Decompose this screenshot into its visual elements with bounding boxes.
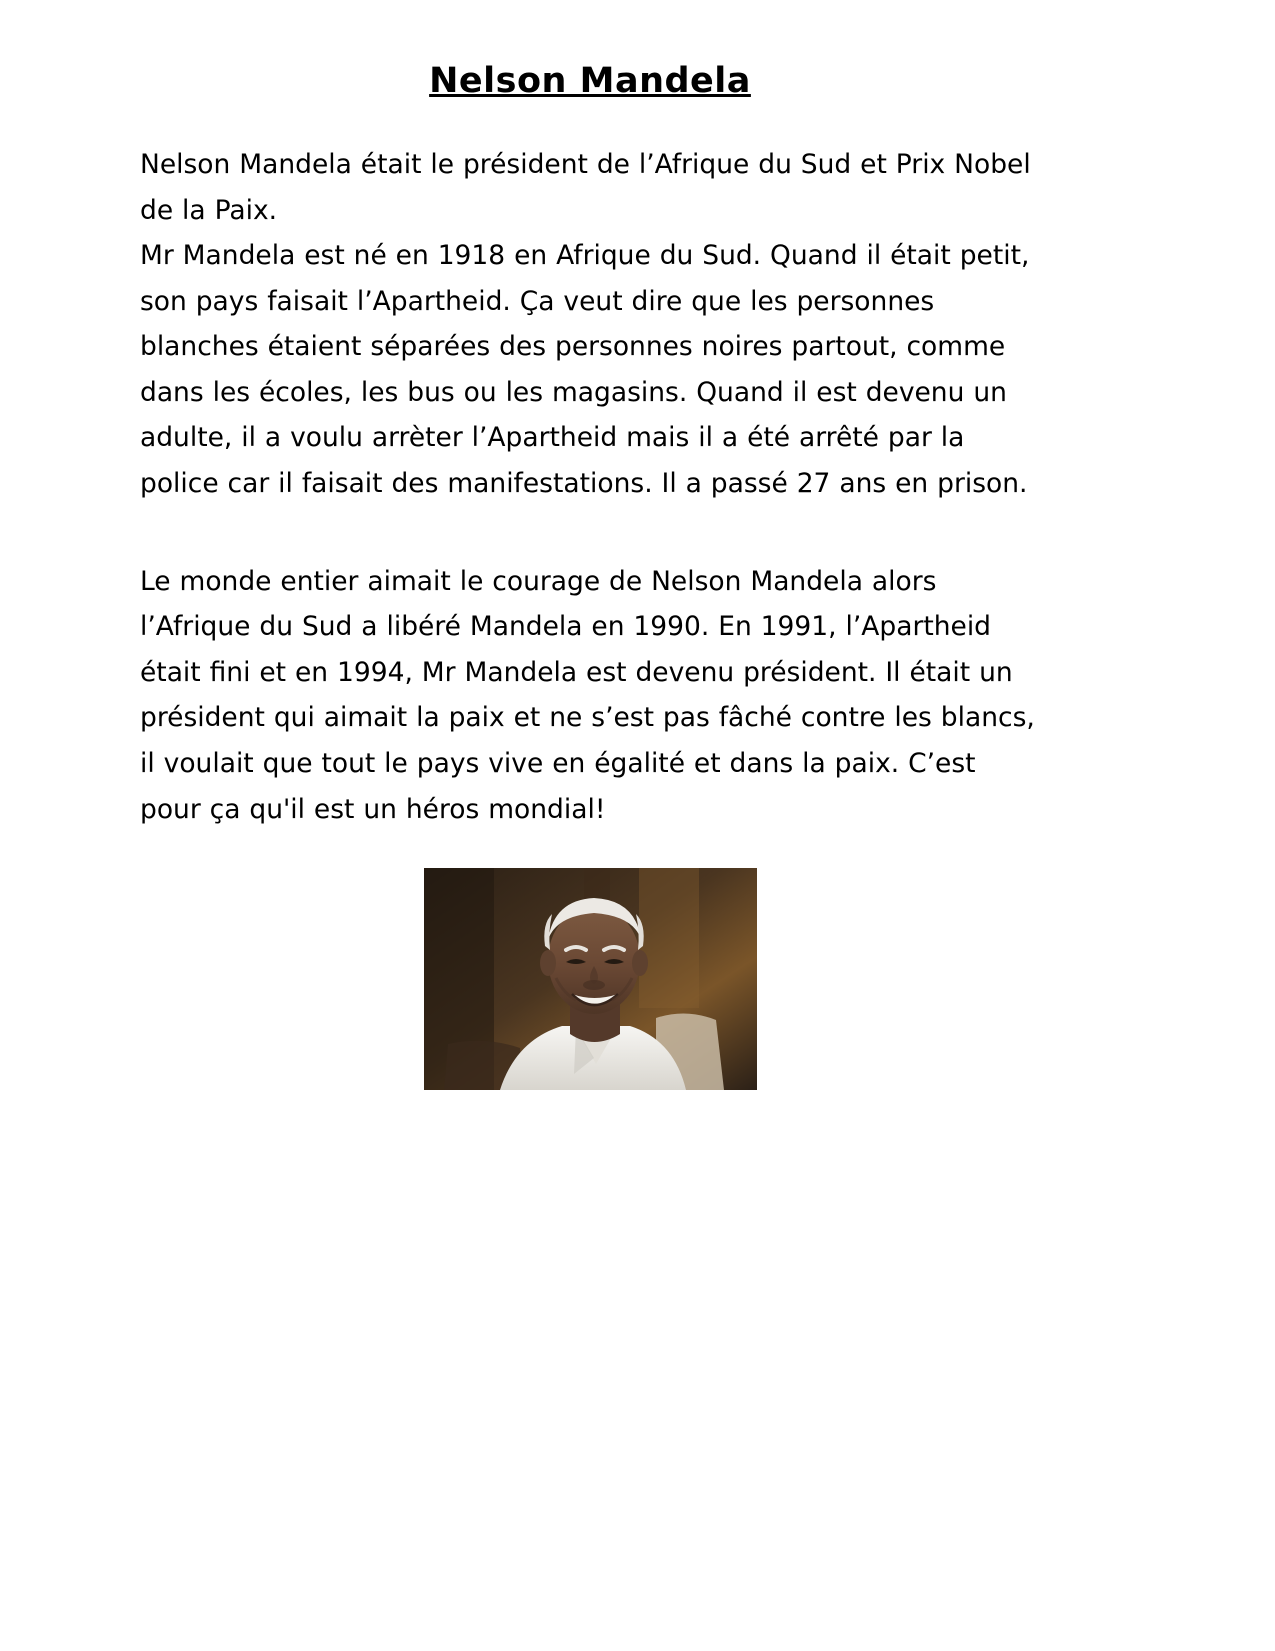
paragraph-intro: Nelson Mandela était le président de l’Afrique du Sud et Prix Nobel de la Paix. [140, 149, 1031, 226]
figure-block [140, 868, 1040, 1090]
document-body [140, 60, 1040, 1090]
paragraph-biography: Mr Mandela est né en 1918 en Afrique du Sud. Quand il était petit, son pays faisait l’Apartheid. Ça veut dire que les personnes blanches étaient séparées des personnes noires partout, comme dans les écoles, les bus ou les magasins. Quand il est devenu un adulte, il a voulu arrèter l’Apartheid mais il a été arrêté par la police car il faisait des manifestations. Il a passé 27 ans en prison. [140, 240, 1030, 500]
paragraph-legacy: Le monde entier aimait le courage de Nelson Mandela alors l’Afrique du Sud a libéré Mandela en 1990. En 1991, l’Apartheid était fini et en 1994, Mr Mandela est devenu président. Il était un président qui aimait la paix et ne s’est pas fâché contre les blancs, il voulait que tout le pays vive en égalité et dans la paix. C’est pour ça qu'il est un héros mondial! [140, 565, 1035, 825]
paragraph-spacer [140, 507, 1040, 559]
page-title: Nelson Mandela [429, 61, 751, 101]
portrait-nelson-mandela [424, 868, 757, 1090]
